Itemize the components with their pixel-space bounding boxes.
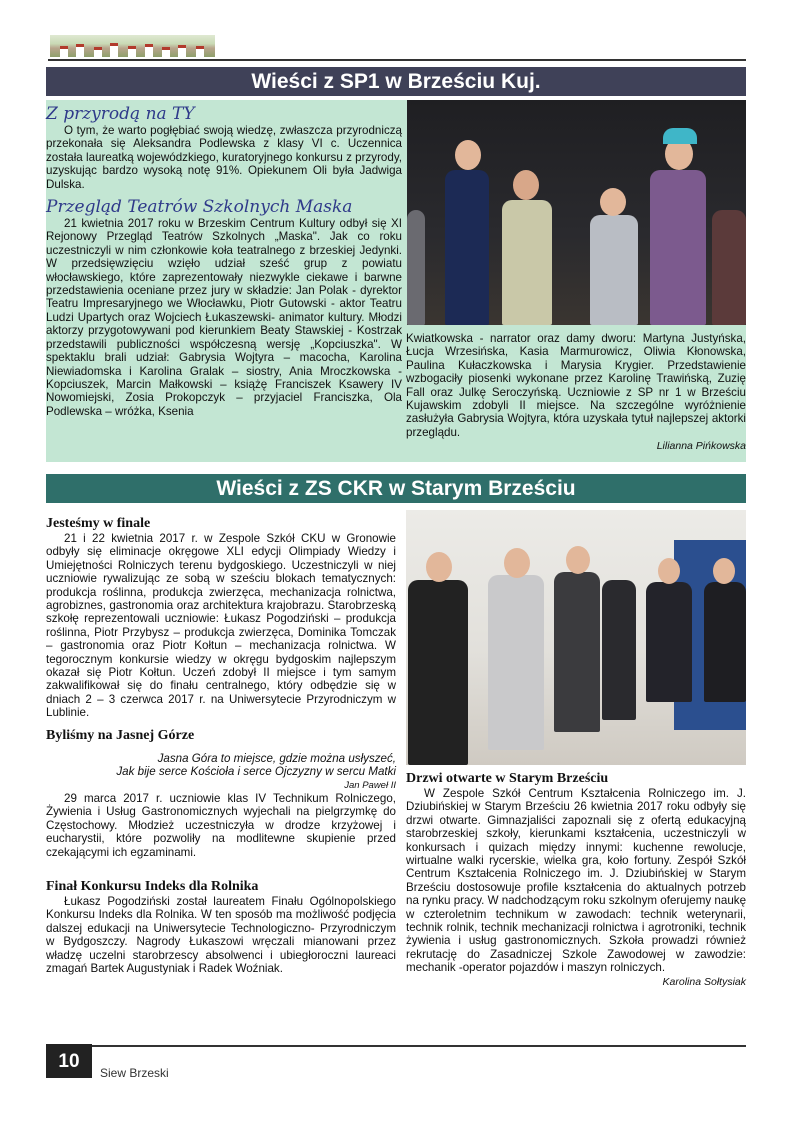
header-village-image [50,35,215,57]
article-text: W Zespole Szkół Centrum Kształcenia Rolniczego im. J. Dziubińskiej w Starym Brześciu 26 kwietnia 2017 roku odbyły się drzwi otwarte. Gimnazjaliści zapoznali się z ofertą edukacyjną starobrzeskiej szkoły, kierunkami kształcenia, uczestniczyli w konkursach i quizach między innymi: kuchenne rewolucje, wirtualne walki rycerskie, wielka gra, koło fortuny. Zespół Szkół Centrum Kształcenia Rolniczego im. J. Dziubińskiej w Starym Brześciu dostosowuje profile kształcenia do aktualnych potrzeb na rynku pracy. W nadchodzącym roku szkolnym oferujemy naukę w czteroletnim technikum w zawodach: technik weterynarii, technik rolnik, technik mechanizacji rolnictwa i agrotroniki, technik żywienia i usług gastronomicznych. Szkoła prowadzi również rekrutację do Zasadniczej Szkole Zawodowej w zawodzie: mechanik -operator pojazdów i maszyn rolniczych. [406,787,747,975]
article-heading: Byliśmy na Jasnej Górze [46,727,195,743]
article-heading: Finał Konkursu Indeks dla Rolnika [46,878,259,894]
page-number: 10 [46,1044,92,1078]
article-heading: Przegląd Teatrów Szkolnych Maska [46,197,353,218]
article-text: Kwiatkowska - narrator oraz damy dworu: Martyna Justyńska, Łucja Wrzesińska, Kasia Marmurowicz, Oliwia Kłonowska, Paulina Kułaczkowska i Marysia Krygier. Przedstawienie wzbogaciły piosenki wykonane przez Karolinę Trawińską, Zuzię Fall oraz Julkę Seroczyńską. Uczniowie z SP nr 1 w Brześciu Kujawskim zdobyli II miejsce. Na szczególne wyróżnienie zasłużyła Gabrysia Wojtyra, która uzyskała tytuł najlepszej aktorki przeglądu. [406,332,746,439]
award-ceremony-photo [406,510,746,765]
header-rule [48,59,746,61]
article-text: 21 kwietnia 2017 roku w Brzeskim Centrum Kultury odbył się XI Rejonowy Przegląd Teatrów Szkolnych „Maska". Jak co roku uczestniczyli w nim członkowie koła teatralnego z brzeskiej Jedynki. W przedsięwzięciu wzięło udział sześć grup z powiatu włocławskiego, które zaprezentowały niezwykle ciekawe i barwne przedstawienia oceniane przez jury w składzie: Jan Polak - dyrektor Teatru Impresaryjnego we Włocławku, Piotr Gutowski - aktor Teatru Ludzi Upartych oraz Wojciech Łukaszewski- animator kultury. Młodzi aktorzy przygotowywani pod kierunkiem Beaty Stawskiej - Kostrzak przedstawili publiczności współczesną wersję „Kopciuszka". W spektaklu brali udział: Gabrysia Wojtyra – macocha, Karolina Niewiadomska i Karolina Gralak – siostry, Ania Mroczkowska - Kopciuszek, Marcin Małkowski – książę Franciszek Ksawery IV Nowomiejski, Zosia Prokopczyk – przyjaciel Franciszka, Ola Podlewska – wróżka, Ksenia [46,217,402,418]
section1-left-column [46,104,402,418]
publication-name: Siew Brzeski [100,1066,169,1080]
section2-right-column [406,771,746,989]
article-text: 29 marca 2017 r. uczniowie klas IV Technikum Rolniczego, Żywienia i Usług Gastronomicznych wyjechali na pielgrzymkę do Częstochowy. Młodzież uczestniczyła w drodze krzyżowej i eucharystii, które pozwoliły na modlitewne skupienie przed czekającymi ich egzaminami. [46,791,396,859]
article-author: Karolina Sołtysiak [662,975,746,988]
section1-title: Wieści z SP1 w Brześciu Kuj. [46,67,746,96]
quote-line: Jak bije serce Kościoła i serce Ojczyzny w sercu Matki [116,765,396,779]
theatre-photo [407,100,746,325]
section2-left-column [46,516,396,975]
article-text: 21 i 22 kwietnia 2017 r. w Zespole Szkół CKU w Gronowie odbyły się eliminacje okręgowe XLI edycji Olimpiady Wiedzy i Umiejętności Rolniczych terenu bydgoskiego. Uczestniczyli w niej uczniowie rywalizując ze sobą w sześciu blokach tematycznych: produkcja roślinna, produkcja zwierzęca, mechanizacja rolnictwa, agrobiznes, gastronomia oraz architektura krajobrazu. Starobrzeską szkołę reprezentowali uczniowie: Łukasz Pogodziński – produkcja roślinna, Piotr Przybysz – produkcja zwierzęca, Dominika Tomczak – gastronomia oraz Piotr Kołtun – mechanizacja rolnictwa. W tegorocznym konkursie wiedzy w okręgu bydgoskim najlepszym okazał się Piotr Kołtun. Uczeń zdobył II miejsce i tym samym zakwalifikował się do finału centralnego, który odbędzie się w dniach 2 – 3 czerwca 2017 r. na Uniwersytecie Przyrodniczym w Lublinie. [46,532,396,720]
footer-rule [46,1045,746,1047]
article-heading: Drzwi otwarte w Starym Brześciu [406,771,609,786]
article-heading: Z przyrodą na TY [46,104,195,124]
section2-title: Wieści z ZS CKR w Starym Brześciu [46,474,746,503]
article-author: Lilianna Pińkowska [656,440,746,453]
article-text: O tym, że warto pogłębiać swoją wiedzę, zwłaszcza przyrodniczą przekonała się Aleksandra Podlewska z klasy VI c. Uczennica została laureatką wojewódzkiego, kuratoryjnego konkursu z przyrody, uzyskując bardzo wysoką notę 91%. Opiekunem Oli była Jadwiga Dulska. [46,124,402,191]
quote-line: Jasna Góra to miejsce, gdzie można usłyszeć, [157,751,396,765]
section1-right-column [406,332,746,454]
article-heading: Jesteśmy w finale [46,516,151,531]
quote-author: Jan Paweł II [344,779,396,791]
article-text: Łukasz Pogodziński został laureatem Finału Ogólnopolskiego Konkursu Indeks dla Rolnika. W ten sposób ma możliwość podjęcia dalszej edukacji na Uniwersytecie Technologiczno- Przyrodniczym w Bydgoszczy. Nagrody Łukaszowi wręczali mianowani przez władzę uczelni starobrzescy absolwenci i ubiegłoroczni laureaci zmagań Bartek Augustyniak i Radek Woźniak. [46,894,396,975]
